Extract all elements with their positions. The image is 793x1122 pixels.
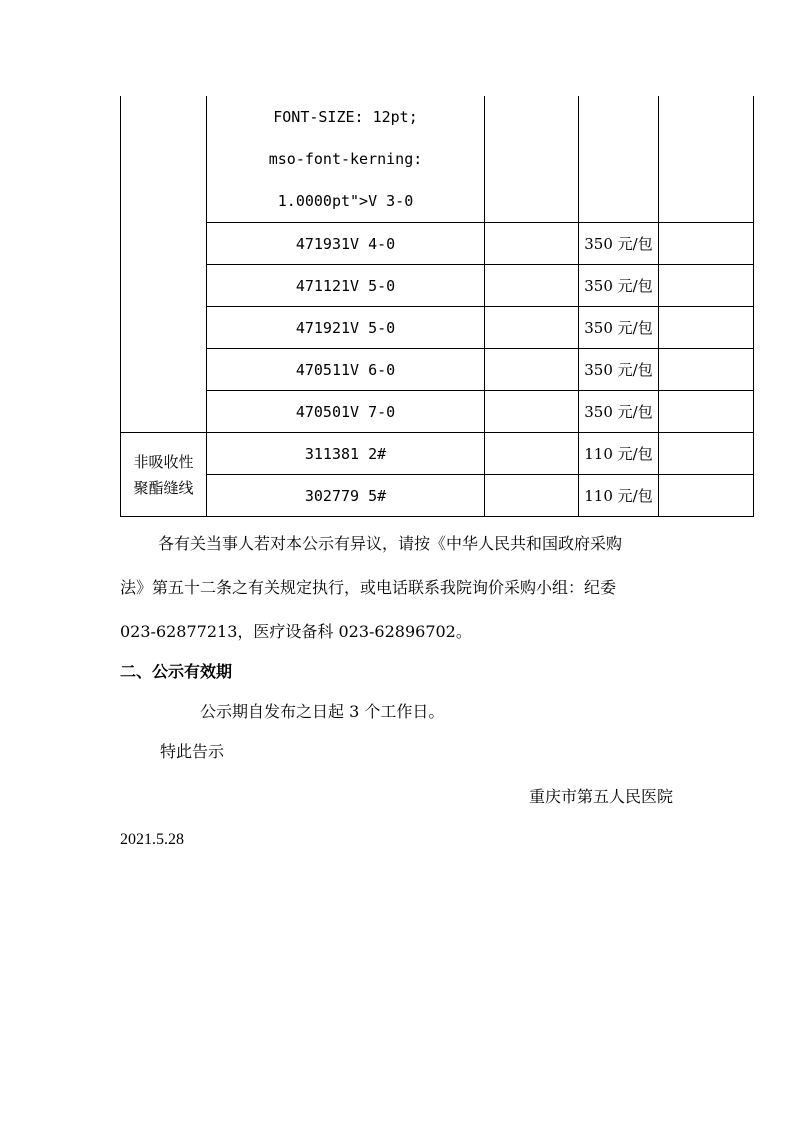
spec-cell: 470511V 6-0 [207,349,485,391]
spec-cell: 471121V 5-0 [207,265,485,307]
paragraph-line: 法》第五十二条之有关规定执行，或电话联系我院询价采购小组：纪委 [120,578,617,597]
empty-cell [485,265,579,307]
price-cell: 350 元/包 [579,349,659,391]
paragraph-line: 各有关当事人若对本公示有异议，请按《中华人民共和国政府采购 [158,534,623,553]
price-cell: 350 元/包 [579,307,659,349]
period-text: 公示期自发布之日起 3 个工作日。 [200,702,445,721]
price-cell: 350 元/包 [579,223,659,265]
price-cell: 110 元/包 [579,475,659,517]
empty-cell [485,433,579,475]
empty-cell [659,433,754,475]
spec-cell: 471931V 4-0 [207,223,485,265]
empty-cell [659,307,754,349]
table-row [121,391,754,433]
spec-cell: 302779 5# [207,475,485,517]
price-cell: 350 元/包 [579,265,659,307]
notice-text: 特此告示 [160,742,225,761]
price-cell: 350 元/包 [579,391,659,433]
empty-cell [485,349,579,391]
empty-cell [659,391,754,433]
section-heading: 二、公示有效期 [120,662,233,681]
empty-cell [485,391,579,433]
table-row [121,475,754,517]
table-row [121,433,754,475]
pricing-table [120,96,754,517]
category-cell [121,433,207,517]
empty-cell [659,475,754,517]
spec-line: 1.0000pt">V 3-0 [277,192,414,210]
spec-line: mso-font-kerning: [268,150,423,168]
price-cell: 110 元/包 [579,433,659,475]
category-label-line: 非吸收性 [133,452,194,471]
spec-cell [207,96,485,223]
empty-cell [485,475,579,517]
table-row [121,349,754,391]
table-row [121,307,754,349]
organization-signature: 重庆市第五人民医院 [528,787,673,806]
empty-cell [659,96,754,223]
table-row [121,265,754,307]
empty-cell [485,307,579,349]
empty-cell [579,96,659,223]
table-row [121,223,754,265]
objection-paragraph [120,522,690,654]
spec-cell: 311381 2# [207,433,485,475]
spec-cell: 471921V 5-0 [207,307,485,349]
category-label-line: 聚酯缝线 [133,478,194,497]
empty-cell [659,265,754,307]
category-cell-continued [121,96,207,433]
empty-cell [659,223,754,265]
issue-date: 2021.5.28 [120,831,184,848]
empty-cell [485,96,579,223]
spec-line: FONT-SIZE: 12pt; [273,108,418,126]
spec-cell: 470501V 7-0 [207,391,485,433]
paragraph-line: 023-62877213，医疗设备科 023-62896702。 [120,622,472,641]
empty-cell [659,349,754,391]
empty-cell [485,223,579,265]
